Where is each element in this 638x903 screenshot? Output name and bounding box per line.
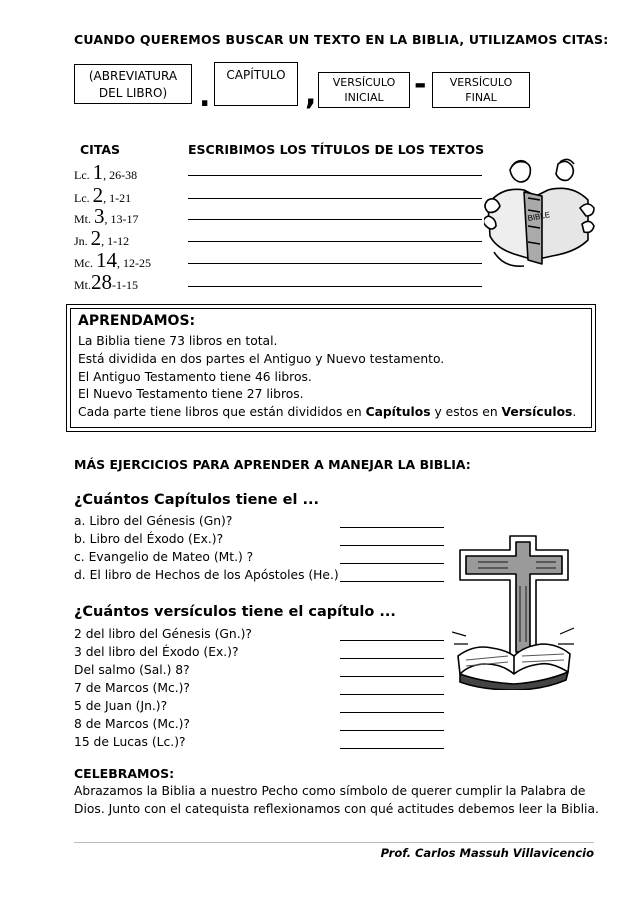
exercise-item: 7 de Marcos (Mc.)?	[74, 681, 190, 695]
cita-verses: , 12-25	[117, 256, 151, 270]
cita-chapter: 1	[92, 160, 104, 184]
cita-verses: -1-15	[112, 278, 139, 292]
learn-panel-title: APRENDAMOS:	[78, 313, 196, 329]
abbreviation-box-line1: (ABREVIATURA	[88, 69, 178, 83]
exercise-item: 8 de Marcos (Mc.)?	[74, 717, 190, 731]
answer-line[interactable]	[340, 563, 444, 564]
answer-line[interactable]	[340, 694, 444, 695]
celebrate-text-line1: Abrazamos la Biblia a nuestro Pecho como símbolo de querer cumplir la Palabra de	[74, 784, 586, 798]
abbreviation-box-line2: DEL LIBRO)	[98, 86, 168, 100]
dash-separator: -	[414, 67, 427, 102]
answer-line[interactable]	[340, 730, 444, 731]
exercise-item: 15 de Lucas (Lc.)?	[74, 735, 186, 749]
exercise-item: 2 del libro del Génesis (Gn.)?	[74, 627, 252, 641]
final-verse-line2: FINAL	[465, 91, 497, 104]
learn-term-verses: Versículos	[501, 405, 573, 419]
initial-verse-line1: VERSÍCULO	[332, 76, 396, 89]
exercise-item: d. El libro de Hechos de los Apóstoles (He.)	[74, 568, 339, 582]
exercise-item: b. Libro del Éxodo (Ex.)?	[74, 532, 224, 546]
comma-separator: ,	[305, 77, 317, 112]
answer-line[interactable]	[188, 286, 482, 287]
cita-row	[74, 270, 138, 295]
footer-author: Prof. Carlos Massuh Villavicencio	[380, 846, 594, 860]
exercises-title: MÁS EJERCICIOS PARA APRENDER A MANEJAR LA BIBLIA:	[74, 457, 471, 472]
answer-line[interactable]	[340, 545, 444, 546]
learn-text-mid: y estos en	[430, 405, 502, 419]
exercise-item: 5 de Juan (Jn.)?	[74, 699, 168, 713]
initial-verse-line2: INICIAL	[344, 91, 384, 104]
titles-header: ESCRIBIMOS LOS TÍTULOS DE LOS TEXTOS	[188, 142, 485, 157]
cita-chapter: 14	[96, 248, 117, 272]
celebrate-title: CELEBRAMOS:	[74, 766, 175, 781]
cita-book: Lc.	[74, 191, 90, 205]
chapter-box	[214, 62, 298, 106]
learn-panel-line: El Nuevo Testamento tiene 27 libros.	[78, 387, 304, 401]
exercise-item: a. Libro del Génesis (Gn)?	[74, 514, 233, 528]
cita-book: Mt.	[74, 212, 92, 226]
cita-chapter: 3	[94, 204, 105, 228]
abbreviation-box	[74, 64, 192, 104]
final-verse-box	[432, 72, 530, 108]
exercise-item: c. Evangelio de Mateo (Mt.) ?	[74, 550, 254, 564]
exercise-item: Del salmo (Sal.) 8?	[74, 663, 190, 677]
cita-chapter: 2	[92, 183, 104, 207]
cita-verses: , 13-17	[104, 212, 139, 226]
bible-cover-label: BIBLE	[526, 210, 551, 224]
chapter-box-label: CAPÍTULO	[226, 68, 286, 82]
chapters-question-heading: ¿Cuántos Capítulos tiene el ...	[74, 492, 320, 508]
answer-line[interactable]	[188, 219, 482, 220]
learn-panel-line: Está dividida en dos partes el Antiguo y Nuevo testamento.	[78, 352, 445, 366]
answer-line[interactable]	[188, 175, 482, 176]
exercise-item: 3 del libro del Éxodo (Ex.)?	[74, 645, 239, 659]
cita-verses: , 1-21	[103, 191, 132, 205]
person-reading-bible-illustration	[484, 156, 596, 272]
cita-book: Jn.	[74, 234, 88, 248]
answer-line[interactable]	[340, 712, 444, 713]
initial-verse-box	[318, 72, 410, 108]
learn-text-pre: Cada parte tiene libros que están divididos en	[78, 405, 366, 419]
page-title: CUANDO QUEREMOS BUSCAR UN TEXTO EN LA BIBLIA, UTILIZAMOS CITAS:	[74, 32, 609, 47]
answer-line[interactable]	[188, 198, 482, 199]
learn-text-post: .	[572, 405, 577, 419]
answer-line[interactable]	[340, 527, 444, 528]
learn-panel-line	[78, 405, 576, 419]
answer-line[interactable]	[340, 676, 444, 677]
answer-line[interactable]	[188, 263, 482, 264]
cita-verses: , 1-12	[101, 234, 130, 248]
learn-panel-line: El Antiguo Testamento tiene 46 libros.	[78, 370, 312, 384]
cita-book: Lc.	[74, 168, 90, 182]
answer-line[interactable]	[340, 581, 444, 582]
answer-line[interactable]	[188, 241, 482, 242]
answer-line[interactable]	[340, 640, 444, 641]
cita-book: Mt.	[74, 278, 92, 292]
cita-row	[74, 160, 137, 185]
learn-term-chapters: Capítulos	[365, 405, 431, 419]
cita-verses: , 26-38	[103, 168, 138, 182]
celebrate-text-line2: Dios. Junto con el catequista reflexionamos con qué actitudes debemos leer la Biblia.	[74, 802, 599, 816]
citas-header: CITAS	[80, 142, 121, 157]
answer-line[interactable]	[340, 748, 444, 749]
answer-line[interactable]	[340, 658, 444, 659]
final-verse-line1: VERSÍCULO	[449, 76, 513, 89]
verses-question-heading: ¿Cuántos versículos tiene el capítulo ...	[74, 604, 396, 620]
cita-book: Mc.	[74, 256, 93, 270]
period-separator: .	[199, 79, 211, 114]
cita-chapter: 28	[91, 270, 113, 294]
learn-panel-line: La Biblia tiene 73 libros en total.	[78, 334, 278, 348]
footer-divider	[74, 842, 594, 843]
cross-and-open-bible-illustration	[452, 532, 574, 690]
cita-chapter: 2	[90, 226, 102, 250]
